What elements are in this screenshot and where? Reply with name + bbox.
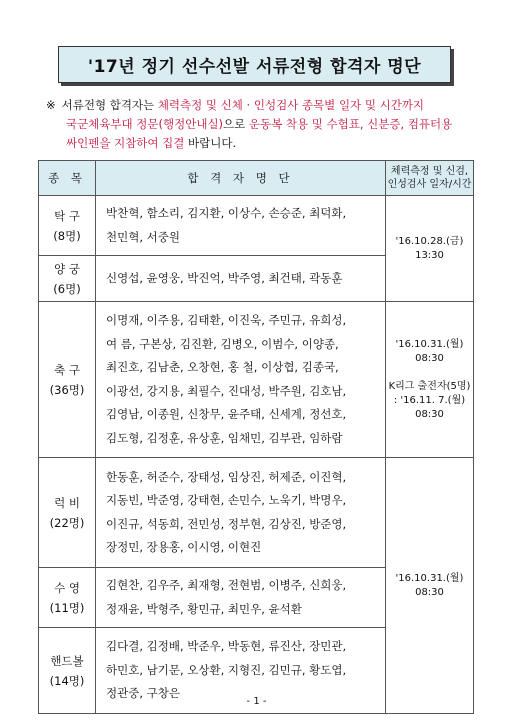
sport-cell: 럭 비 (22명) (39, 458, 96, 568)
page-number: - 1 - (246, 696, 267, 707)
page-title-text: '17년 정기 선수선발 서류전형 합격자 명단 (87, 57, 422, 77)
header-sport: 종 목 (39, 161, 96, 196)
names-cell: 박찬혁, 함소리, 김지환, 이상수, 손승준, 최덕화, 천민혁, 서중원 (96, 196, 386, 256)
notice-line-3: 싸인펜을 지참하여 집결 바랍니다. (66, 136, 237, 150)
time-cell: '16.10.31.(월) 08:30 K리그 출전자(5명) : '16.11. 7.(월) 08:30 (386, 302, 474, 458)
table-header-row (39, 161, 474, 196)
notice-line-1: ※ 서류전형 합격자는 체력측정 및 신체 · 인성검사 종목별 일자 및 시간까지 (46, 98, 425, 112)
page-title (58, 46, 451, 83)
names-cell: 신영섭, 윤영웅, 박진억, 박주영, 최건태, 곽동훈 (96, 256, 386, 302)
sport-cell: 양 궁 (6명) (39, 256, 96, 302)
roster-table (38, 160, 474, 714)
time-cell: '16.10.28.(금) 13:30 (386, 196, 474, 302)
time-cell-note: K리그 출전자(5명) : '16.11. 7.(월) 08:30 (388, 380, 471, 420)
header-time: 체력측정 및 신검, 인성검사 일자/시간 (386, 161, 474, 196)
names-cell: 김다결, 김정배, 박준우, 박동현, 류진산, 장민관, 하민호, 남기문, 오상환, 지형진, 김민규, 황도엽, 정관중, 구창은 (96, 628, 386, 714)
sport-cell: 수 영 (11명) (39, 568, 96, 628)
names-cell: 이명재, 이주용, 김태환, 이진욱, 주민규, 유희성, 여 름, 구본상, 김진환, 김병오, 이범수, 이양종, 최진호, 김남춘, 오창현, 홍 철, 이상협, 김종국, 이광선, 강지용, 최필수, 진대성, 박주원, 김호남, 김영남, 이종원, 신창무, 윤주태, 신세계, 정선호, 김도형, 김정훈, 유상훈, 임채민, 김부관, 임하람 (96, 302, 386, 458)
notice-line-2: 국군체육부대 정문(행정안내실)으로 운동복 착용 및 수험표, 신분증, 컴퓨터용 (66, 117, 453, 131)
sport-cell: 축 구 (36명) (39, 302, 96, 458)
time-cell: '16.10.31.(월) 08:30 (386, 458, 474, 714)
table-row (39, 302, 474, 458)
table-row (39, 196, 474, 256)
table-row (39, 458, 474, 568)
notice (46, 96, 476, 153)
names-cell: 한동훈, 허준수, 장태성, 임상진, 허제준, 이진혁, 지동빈, 박준영, 강태현, 손민수, 노욱기, 박명우, 이진규, 석동희, 전민성, 정부현, 김상진, 방준영, 장정민, 장용홍, 이시영, 이현진 (96, 458, 386, 568)
names-cell: 김현찬, 김우주, 최재형, 전현범, 이병주, 신희웅, 정재윤, 박형주, 황민규, 최민우, 윤석환 (96, 568, 386, 628)
header-names: 합 격 자 명 단 (96, 161, 386, 196)
sport-cell: 핸드볼 (14명) (39, 628, 96, 714)
reference-mark-icon: ※ (46, 98, 56, 112)
sport-cell: 탁 구 (8명) (39, 196, 96, 256)
